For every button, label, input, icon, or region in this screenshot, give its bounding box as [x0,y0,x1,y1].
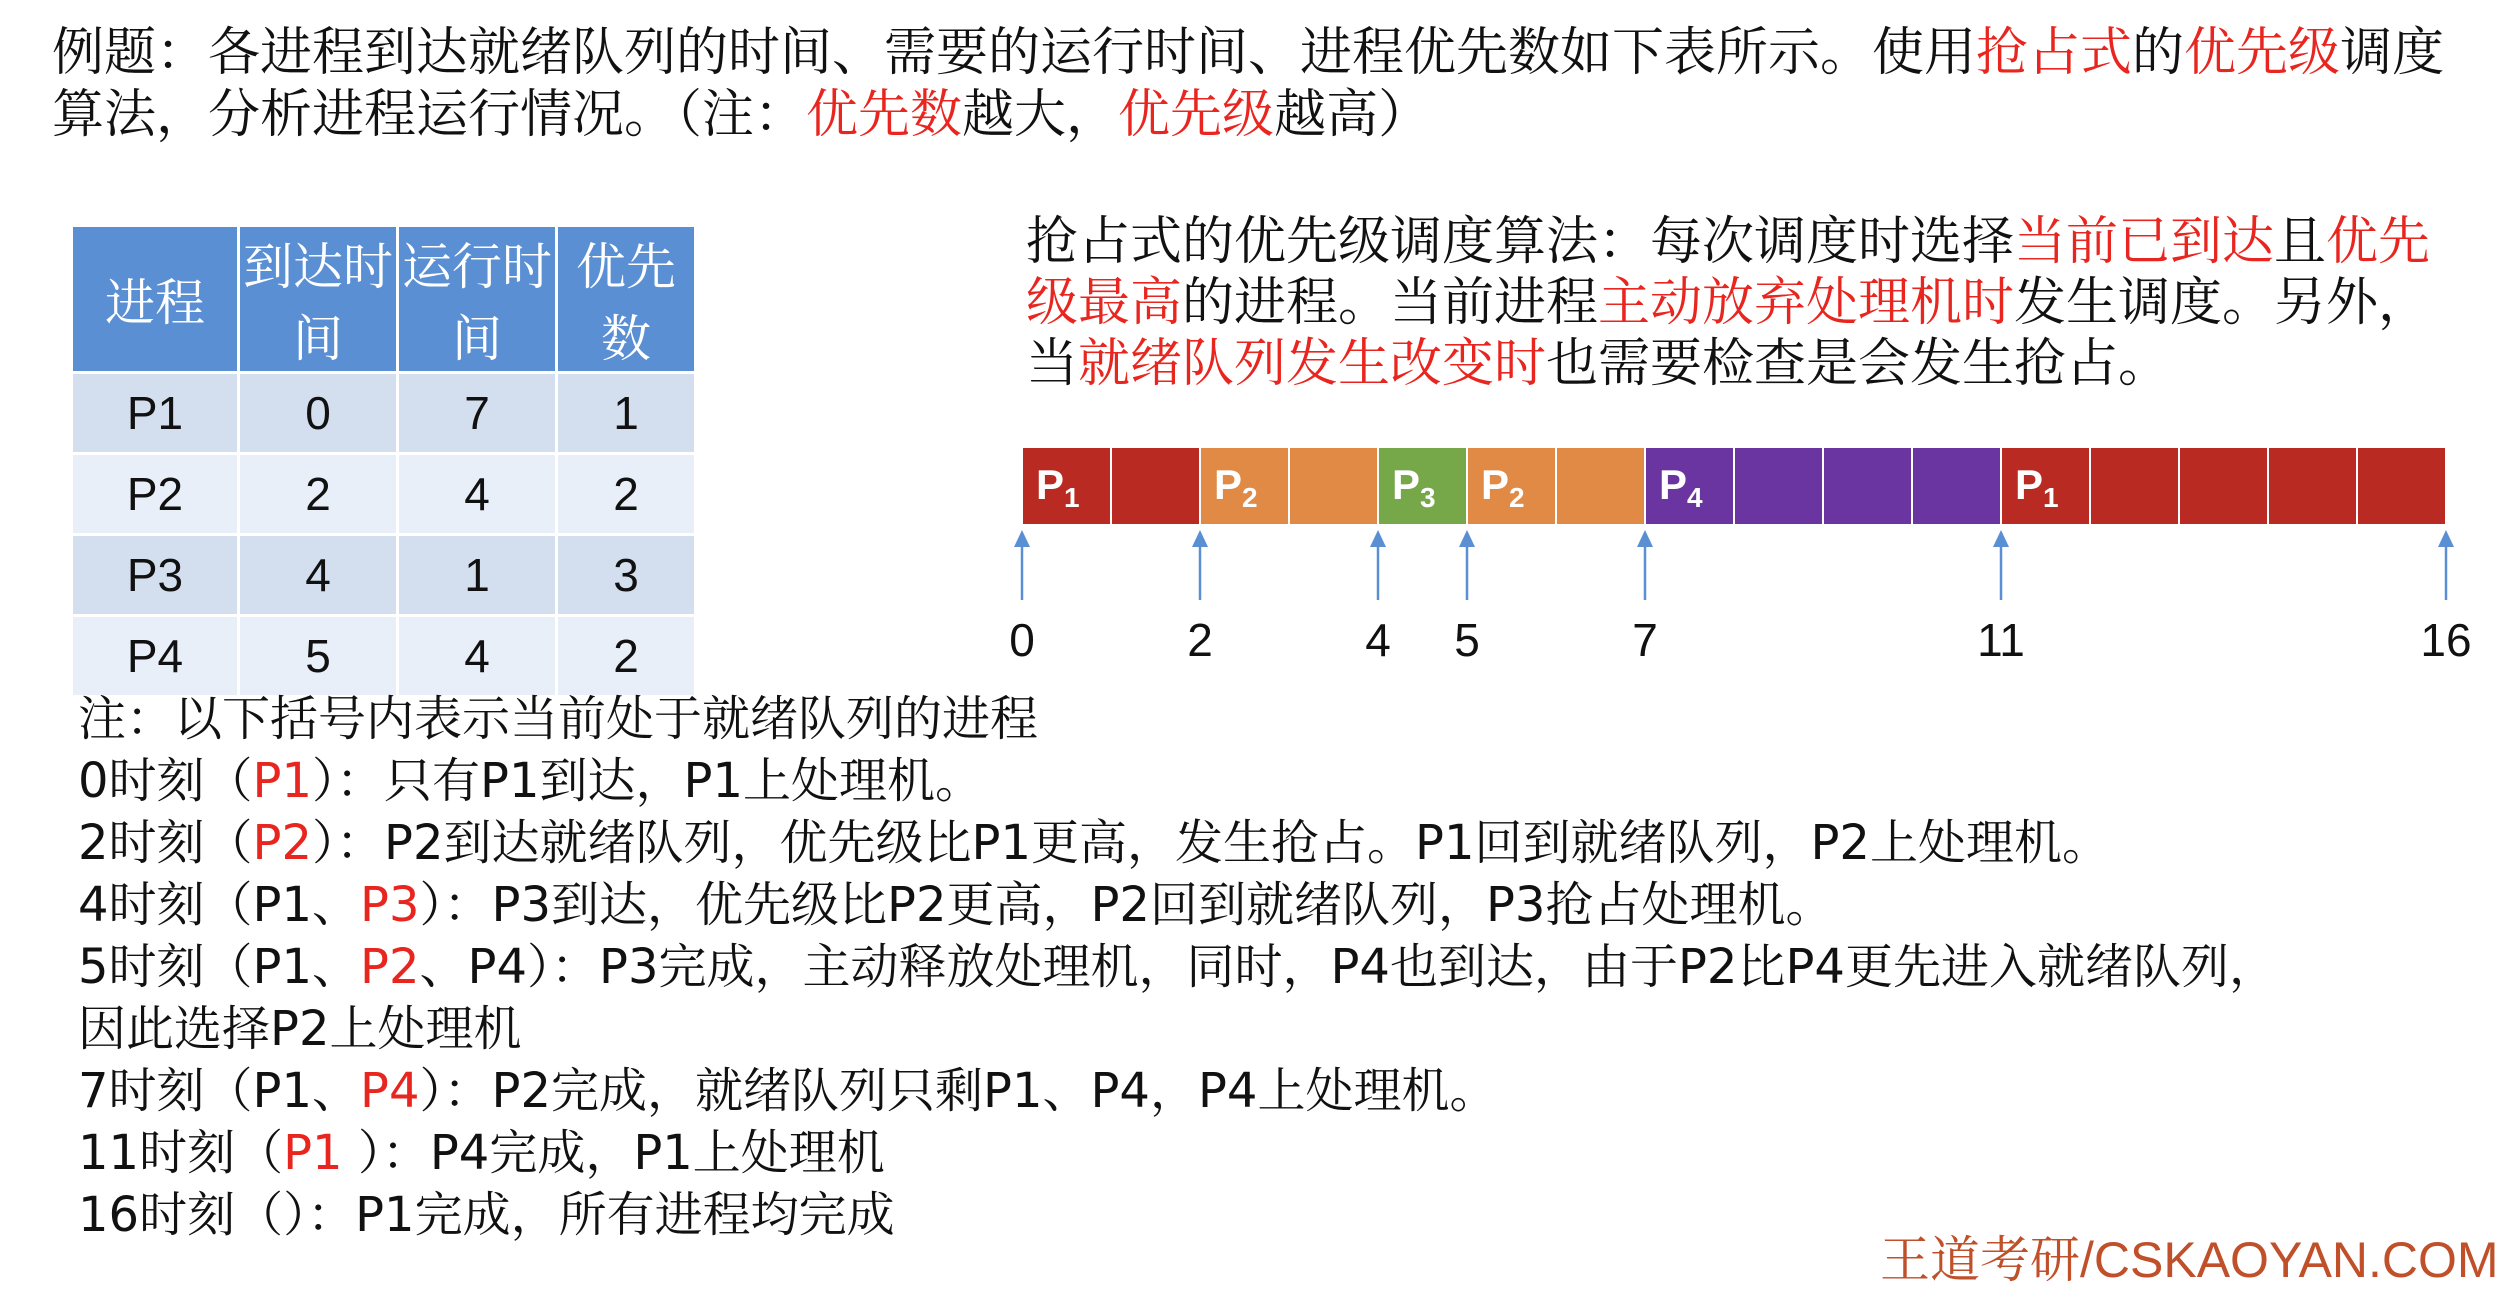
gantt-arrows [1014,530,2454,600]
gantt-process-name: P [1392,461,1421,508]
highlighted-text: 主动放弃处理机时 [1598,273,2015,333]
time-arrow-head [1459,530,1475,547]
gantt-process-name: P [2015,461,2044,508]
highlighted-text: 优先级 [1118,85,1275,145]
gantt-cell [2179,447,2268,525]
highlighted-text: P3 [360,877,420,933]
gantt-process-index: 2 [1509,482,1525,513]
time-arrow-head [1370,530,1386,547]
highlighted-text: 优先级 [2184,23,2341,83]
highlighted-text: P1 [283,1125,343,1181]
table-cell: 4 [398,454,557,535]
time-tick-label: 0 [1009,614,1035,666]
gantt-process-name: P [1036,461,1065,508]
text-span: ）：P3到达，优先级比P2更高，P2回到就绪队列，P3抢占处理机。 [419,877,1834,933]
table-cell: 2 [239,454,398,535]
time-tick-label: 4 [1365,614,1391,666]
text-span: ）：P4完成，P1上处理机 [342,1125,885,1181]
gantt-process-index: 3 [1420,482,1436,513]
table-cell: 0 [239,373,398,454]
gantt-process-index: 1 [2043,482,2059,513]
watermark-text: 王道考研/CSKAOYAN.COM [1880,1232,2499,1288]
highlighted-text: P2 [360,939,420,995]
note-line [78,812,2478,874]
text-span: 7时刻（P1、 [78,1063,361,1119]
gantt-cell [2357,447,2446,525]
table-cell: P3 [72,535,239,616]
text-span: 抢占式的优先级调度算法：每次调度时选择 [1026,212,2015,272]
text-span: 因此选择P2上处理机 [78,1001,522,1057]
table-cell: 4 [398,616,557,697]
text-span: 16时刻（）：P1完成，所有进程均完成 [78,1187,895,1243]
timeline-notes [78,688,2478,1246]
gantt-process-index: 2 [1242,482,1258,513]
column-header: 优先数 [557,226,696,373]
text-span: 越大， [962,85,1119,145]
table-cell: P2 [72,454,239,535]
highlighted-text: 抢占式 [1976,23,2133,83]
note-line [78,936,2478,998]
text-span: 发生调度。另外，当 [1026,273,2431,394]
gantt-process-index: 1 [1064,482,1080,513]
note-line [78,688,2478,750]
table-cell: 5 [239,616,398,697]
column-header: 进程 [72,226,239,373]
time-arrow-head [1637,530,1653,547]
highlighted-text: 当前已到达 [2014,212,2275,272]
gantt-cell [1734,447,1823,525]
text-span: ）：只有P1到达，P1上处理机。 [312,753,984,809]
time-arrow-head [1993,530,2009,547]
text-span: 越高） [1274,85,1431,145]
table-cell: 7 [398,373,557,454]
text-span: 的进程。当前进程 [1182,273,1599,333]
gantt-process-index: 4 [1687,482,1703,513]
text-span: 且 [2274,212,2327,272]
gantt-process-name: P [1214,461,1243,508]
gantt-cell [1912,447,2001,525]
time-arrow-head [1014,530,1030,547]
highlighted-text: P1 [252,753,313,809]
table-cell: 4 [239,535,398,616]
note-line [78,1060,2478,1122]
text-span: 、P4）：P3完成，主动释放处理机，同时，P4也到达，由于P2比P4更先进入就绪队列， [419,939,2277,995]
text-span: ）：P2完成，就绪队列只剩P1、P4，P4上处理机。 [419,1063,1498,1119]
text-span: 0时刻（ [78,753,253,809]
highlighted-text: 优先数 [806,85,963,145]
time-tick-label: 7 [1632,614,1658,666]
note-line [78,874,2478,936]
note-line [78,750,2478,812]
highlighted-text: P2 [252,815,313,871]
text-span: 11时刻（ [78,1125,284,1181]
table-cell: 3 [557,535,696,616]
column-header: 到达时间 [239,226,398,373]
time-tick-label: 16 [2420,614,2472,666]
gantt-cell [1289,447,1378,525]
highlighted-text: 优先级最高 [1026,212,2431,333]
text-span: 也需要检查是会发生抢占。 [1546,334,2171,394]
note-line [78,1122,2478,1184]
note-line [78,998,2478,1060]
gantt-cell [2090,447,2179,525]
text-span: 5时刻（P1、 [78,939,361,995]
highlighted-text: 就绪队列发生改变时 [1078,334,1547,394]
time-tick-label: 11 [1977,614,2025,666]
gantt-cell [1823,447,1912,525]
table-cell: 2 [557,454,696,535]
time-arrow-head [1192,530,1208,547]
text-span: 的 [2132,23,2185,83]
time-tick-label: 2 [1187,614,1213,666]
column-header: 运行时间 [398,226,557,373]
text-span: 注：以下括号内表示当前处于就绪队列的进程 [78,691,1039,747]
text-span: 调度算法，分析进程运行情况。（注： [52,23,2445,145]
gantt-process-name: P [1481,461,1510,508]
table-cell: 1 [557,373,696,454]
text-span: 例题：各进程到达就绪队列的时间、需要的运行时间、进程优先数如下表所示。使用 [52,23,1977,83]
text-span: ）：P2到达就绪队列，优先级比P1更高，发生抢占。P1回到就绪队列，P2上处理机。 [312,815,2110,871]
text-span: 4时刻（P1、 [78,877,361,933]
table-cell: P4 [72,616,239,697]
gantt-process-name: P [1659,461,1688,508]
highlighted-text: P4 [360,1063,420,1119]
gantt-ticks [1009,614,2471,666]
table-cell: 2 [557,616,696,697]
time-arrow-head [2438,530,2454,547]
gantt-cell [1556,447,1645,525]
gantt-cell [2268,447,2357,525]
table-cell: P1 [72,373,239,454]
text-span: 2时刻（ [78,815,253,871]
time-tick-label: 5 [1454,614,1480,666]
gantt-cell [1111,447,1200,525]
table-cell: 1 [398,535,557,616]
